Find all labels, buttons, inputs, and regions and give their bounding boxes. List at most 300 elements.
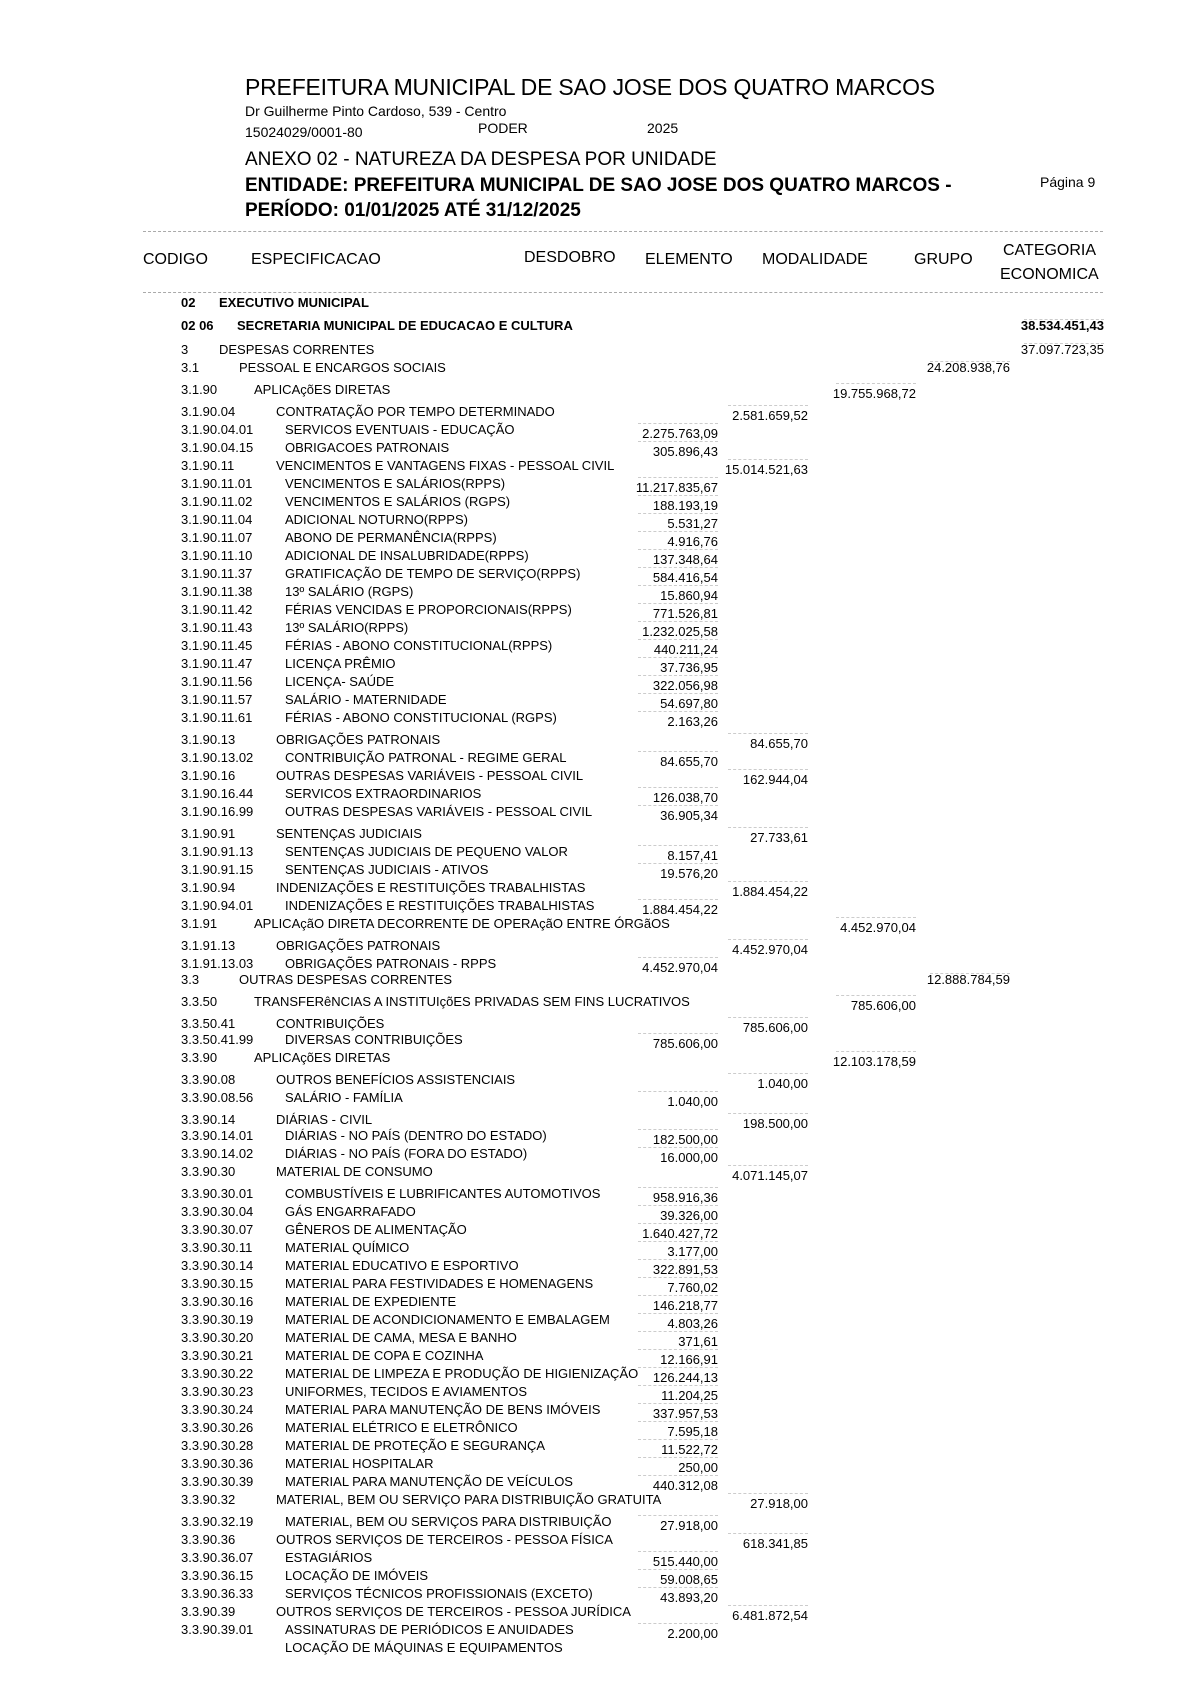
row-code: 3.3.90.39.01 bbox=[181, 1622, 254, 1637]
row-description: COMBUSTÍVEIS E LUBRIFICANTES AUTOMOTIVOS bbox=[285, 1186, 601, 1201]
row-value: 39.326,00 bbox=[660, 1208, 718, 1223]
row-code: 3.3.90 bbox=[181, 1050, 218, 1065]
row-value: 1.232.025,58 bbox=[642, 624, 718, 639]
table-row bbox=[0, 1347, 1190, 1365]
row-code: 3.1.91.13 bbox=[181, 938, 236, 953]
table-row bbox=[0, 583, 1190, 601]
row-value: 371,61 bbox=[678, 1334, 718, 1349]
row-value: 126.038,70 bbox=[652, 790, 718, 805]
row-value: 322.056,98 bbox=[652, 678, 718, 693]
table-row bbox=[0, 861, 1190, 879]
table-row bbox=[0, 565, 1190, 583]
row-value: 162.944,04 bbox=[742, 772, 808, 787]
period-title: PERÍODO: 01/01/2025 ATÉ 31/12/2025 bbox=[245, 200, 581, 221]
row-value: 785.606,00 bbox=[742, 1020, 808, 1035]
value-guide bbox=[638, 1147, 718, 1148]
value-guide bbox=[638, 549, 718, 550]
value-guide bbox=[638, 1277, 718, 1278]
row-value: 36.905,34 bbox=[660, 808, 718, 823]
row-description: APLICAçõES DIRETAS bbox=[254, 382, 391, 397]
row-description: OBRIGAÇÕES PATRONAIS bbox=[276, 938, 441, 953]
row-value: 2.163,26 bbox=[667, 714, 718, 729]
value-guide bbox=[638, 603, 718, 604]
row-description: INDENIZAÇÕES E RESTITUIÇÕES TRABALHISTAS bbox=[285, 898, 595, 913]
row-code: 02 06 bbox=[181, 318, 214, 333]
row-value: 337.957,53 bbox=[652, 1406, 718, 1421]
row-code: 3 bbox=[181, 342, 189, 357]
row-value: 4.452.970,04 bbox=[642, 960, 718, 975]
row-description: MATERIAL DE EXPEDIENTE bbox=[285, 1294, 457, 1309]
value-guide bbox=[638, 1367, 718, 1368]
row-value: 618.341,85 bbox=[742, 1536, 808, 1551]
row-description: VENCIMENTOS E VANTAGENS FIXAS - PESSOAL CIVIL bbox=[276, 458, 615, 473]
row-description: MATERIAL PARA FESTIVIDADES E HOMENAGENS bbox=[285, 1276, 594, 1291]
table-row bbox=[0, 1419, 1190, 1437]
row-code: 3.3.50 bbox=[181, 994, 218, 1009]
row-code: 3.3.50.41.99 bbox=[181, 1032, 254, 1047]
table-row bbox=[0, 937, 1190, 955]
row-code: 3.3.90.30.36 bbox=[181, 1456, 254, 1471]
row-value: 198.500,00 bbox=[742, 1116, 808, 1131]
table-row bbox=[0, 475, 1190, 493]
row-value: 771.526,81 bbox=[652, 606, 718, 621]
table-row bbox=[0, 1049, 1190, 1067]
table-row bbox=[0, 1437, 1190, 1455]
row-description: 13º SALÁRIO (RGPS) bbox=[285, 584, 414, 599]
row-code: 3.3 bbox=[181, 972, 200, 987]
table-row bbox=[0, 421, 1190, 439]
row-description: ABONO DE PERMANÊNCIA(RPPS) bbox=[285, 530, 497, 545]
row-value: 37.736,95 bbox=[660, 660, 718, 675]
row-code: 3.1.90.16.99 bbox=[181, 804, 254, 819]
row-description: MATERIAL DE ACONDICIONAMENTO E EMBALAGEM bbox=[285, 1312, 610, 1327]
value-guide bbox=[638, 1569, 718, 1570]
row-description: SALÁRIO - FAMÍLIA bbox=[285, 1090, 403, 1105]
row-code: 3.1.90.11.01 bbox=[181, 476, 253, 491]
table-row bbox=[0, 1603, 1190, 1621]
row-code: 3.3.90.36.33 bbox=[181, 1586, 254, 1601]
row-code: 3.3.90.30.19 bbox=[181, 1312, 254, 1327]
table-row bbox=[0, 803, 1190, 821]
row-code: 3.1.90.91.13 bbox=[181, 844, 254, 859]
row-value: 27.733,61 bbox=[750, 830, 808, 845]
row-value: 188.193,19 bbox=[652, 498, 718, 513]
row-description: SENTENÇAS JUDICIAIS - ATIVOS bbox=[285, 862, 489, 877]
table-row bbox=[0, 341, 1190, 359]
table-row bbox=[0, 897, 1190, 915]
value-guide bbox=[638, 1439, 718, 1440]
row-value: 785.606,00 bbox=[652, 1036, 718, 1051]
value-guide bbox=[638, 1475, 718, 1476]
row-value: 84.655,70 bbox=[660, 754, 718, 769]
value-guide bbox=[930, 361, 1010, 362]
row-value: 84.655,70 bbox=[750, 736, 808, 751]
table-row bbox=[0, 767, 1190, 785]
row-description: APLICAçãO DIRETA DECORRENTE DE OPERAçãO ENTRE ÓRGãOS bbox=[254, 916, 670, 931]
row-description: DESPESAS CORRENTES bbox=[219, 342, 375, 357]
row-value: 1.884.454,22 bbox=[732, 884, 808, 899]
row-description: LICENÇA PRÊMIO bbox=[285, 656, 396, 671]
row-description: MATERIAL DE LIMPEZA E PRODUÇÃO DE HIGIENIZAÇÃO bbox=[285, 1366, 639, 1381]
row-description: SALÁRIO - MATERNIDADE bbox=[285, 692, 447, 707]
table-row bbox=[0, 731, 1190, 749]
value-guide bbox=[836, 383, 916, 384]
row-value: 5.531,27 bbox=[667, 516, 718, 531]
row-description: CONTRIBUIÇÃO PATRONAL - REGIME GERAL bbox=[285, 750, 567, 765]
table-row bbox=[0, 1567, 1190, 1585]
row-description: OBRIGAÇÕES PATRONAIS - RPPS bbox=[285, 956, 497, 971]
row-code: 3.3.90.30.20 bbox=[181, 1330, 254, 1345]
row-description: MATERIAL PARA MANUTENÇÃO DE VEÍCULOS bbox=[285, 1474, 573, 1489]
value-guide bbox=[638, 1091, 718, 1092]
table-row bbox=[0, 971, 1190, 989]
row-code: 3.1.90.94 bbox=[181, 880, 236, 895]
value-guide bbox=[728, 881, 808, 882]
table-row bbox=[0, 1383, 1190, 1401]
table-row bbox=[0, 1257, 1190, 1275]
table-row bbox=[0, 749, 1190, 767]
row-code: 3.1.90.16 bbox=[181, 768, 236, 783]
row-description: FÉRIAS - ABONO CONSTITUCIONAL (RGPS) bbox=[285, 710, 557, 725]
value-guide bbox=[638, 1241, 718, 1242]
table-row bbox=[0, 1531, 1190, 1549]
row-value: 958.916,36 bbox=[652, 1190, 718, 1205]
row-description: VENCIMENTOS E SALÁRIOS(RPPS) bbox=[285, 476, 506, 491]
value-guide bbox=[638, 957, 718, 958]
table-row bbox=[0, 993, 1190, 1011]
col-elemento: ELEMENTO bbox=[645, 251, 733, 268]
row-value: 27.918,00 bbox=[660, 1518, 718, 1533]
value-guide bbox=[638, 899, 718, 900]
row-code: 3.3.90.30.23 bbox=[181, 1384, 254, 1399]
value-guide bbox=[638, 1187, 718, 1188]
table-row bbox=[0, 1455, 1190, 1473]
value-guide bbox=[1024, 343, 1104, 344]
value-guide bbox=[638, 531, 718, 532]
table-row bbox=[0, 359, 1190, 377]
row-value: 12.888.784,59 bbox=[926, 972, 1010, 987]
table-row bbox=[0, 1621, 1190, 1639]
address: Dr Guilherme Pinto Cardoso, 539 - Centro bbox=[245, 103, 507, 119]
row-code: 3.1.90.11.04 bbox=[181, 512, 253, 527]
row-code: 3.1.90.91.15 bbox=[181, 862, 254, 877]
col-economica: ECONOMICA bbox=[1000, 266, 1099, 283]
table-row bbox=[0, 1031, 1190, 1049]
row-code: 3.1.90.11.38 bbox=[181, 584, 253, 599]
value-guide bbox=[728, 1113, 808, 1114]
value-guide bbox=[638, 1223, 718, 1224]
row-description: MATERIAL ELÉTRICO E ELETRÔNICO bbox=[285, 1420, 518, 1435]
table-row bbox=[0, 1221, 1190, 1239]
row-description: CONTRATAÇÃO POR TEMPO DETERMINADO bbox=[276, 404, 555, 419]
row-code: 3.1.91.13.03 bbox=[181, 956, 254, 971]
row-description: OBRIGAÇÕES PATRONAIS bbox=[276, 732, 441, 747]
row-code: 3.3.90.30.24 bbox=[181, 1402, 254, 1417]
row-code: 3.3.90.36.15 bbox=[181, 1568, 254, 1583]
row-value: 24.208.938,76 bbox=[926, 360, 1010, 375]
value-guide bbox=[638, 495, 718, 496]
row-description: LOCAÇÃO DE MÁQUINAS E EQUIPAMENTOS bbox=[285, 1640, 563, 1655]
value-guide bbox=[728, 1493, 808, 1494]
row-value: 43.893,20 bbox=[660, 1590, 718, 1605]
row-code: 3.1.90.11.56 bbox=[181, 674, 253, 689]
row-code: 3.3.90.30.01 bbox=[181, 1186, 254, 1201]
table-row bbox=[0, 1329, 1190, 1347]
row-code: 3.1.90.11.10 bbox=[181, 548, 253, 563]
row-value: 126.244,13 bbox=[652, 1370, 718, 1385]
row-value: 11.204,25 bbox=[661, 1388, 718, 1403]
row-description: MATERIAL, BEM OU SERVIÇO PARA DISTRIBUIÇÃO GRATUITA bbox=[276, 1492, 662, 1507]
row-code: 3.1.90.11 bbox=[181, 458, 235, 473]
value-guide bbox=[638, 441, 718, 442]
value-guide bbox=[638, 675, 718, 676]
row-description: ESTAGIÁRIOS bbox=[285, 1550, 373, 1565]
row-code: 3.1.90.91 bbox=[181, 826, 236, 841]
value-guide bbox=[728, 827, 808, 828]
col-categoria: CATEGORIA bbox=[1003, 242, 1097, 259]
value-guide bbox=[1024, 319, 1104, 320]
table-row bbox=[0, 294, 1190, 312]
value-guide bbox=[638, 621, 718, 622]
page-number: Página 9 bbox=[1040, 174, 1096, 190]
row-value: 12.103.178,59 bbox=[832, 1054, 916, 1069]
row-description: MATERIAL PARA MANUTENÇÃO DE BENS IMÓVEIS bbox=[285, 1402, 601, 1417]
row-code: 3.1.90.11.02 bbox=[181, 494, 253, 509]
row-value: 4.452.970,04 bbox=[840, 920, 916, 935]
table-row bbox=[0, 1473, 1190, 1491]
row-value: 7.595,18 bbox=[667, 1424, 718, 1439]
row-code: 3.3.90.36 bbox=[181, 1532, 236, 1547]
table-row bbox=[0, 843, 1190, 861]
row-code: 3.1.90.04.01 bbox=[181, 422, 254, 437]
row-code: 3.1.90.11.47 bbox=[181, 656, 253, 671]
row-value: 59.008,65 bbox=[660, 1572, 718, 1587]
row-description: OUTROS SERVIÇOS DE TERCEIROS - PESSOA JURÍDICA bbox=[276, 1604, 631, 1619]
value-guide bbox=[638, 693, 718, 694]
row-description: FÉRIAS VENCIDAS E PROPORCIONAIS(RPPS) bbox=[285, 602, 572, 617]
value-guide bbox=[638, 1129, 718, 1130]
row-value: 4.916,76 bbox=[667, 534, 718, 549]
row-description: OUTROS SERVIÇOS DE TERCEIROS - PESSOA FÍSICA bbox=[276, 1532, 613, 1547]
table-row bbox=[0, 1145, 1190, 1163]
row-value: 2.200,00 bbox=[667, 1626, 718, 1641]
row-value: 515.440,00 bbox=[652, 1554, 718, 1569]
value-guide bbox=[638, 657, 718, 658]
row-value: 38.534.451,43 bbox=[1020, 318, 1104, 333]
row-description: DIÁRIAS - NO PAÍS (FORA DO ESTADO) bbox=[285, 1146, 528, 1161]
municipality-title: PREFEITURA MUNICIPAL DE SAO JOSE DOS QUATRO MARCOS bbox=[245, 74, 935, 100]
value-guide bbox=[638, 477, 718, 478]
row-code: 3.3.90.30.22 bbox=[181, 1366, 254, 1381]
row-value: 785.606,00 bbox=[850, 998, 916, 1013]
row-description: OUTRAS DESPESAS VARIÁVEIS - PESSOAL CIVIL bbox=[285, 804, 593, 819]
row-value: 19.576,20 bbox=[660, 866, 718, 881]
row-description: DIÁRIAS - NO PAÍS (DENTRO DO ESTADO) bbox=[285, 1128, 547, 1143]
table-row bbox=[0, 655, 1190, 673]
row-value: 12.166,91 bbox=[660, 1352, 718, 1367]
col-grupo: GRUPO bbox=[914, 251, 973, 268]
cnpj: 15024029/0001-80 bbox=[245, 124, 363, 140]
row-description: MATERIAL EDUCATIVO E ESPORTIVO bbox=[285, 1258, 519, 1273]
row-code: 3.3.90.14.01 bbox=[181, 1128, 254, 1143]
row-code: 3.1.90.11.07 bbox=[181, 530, 253, 545]
table-row bbox=[0, 1089, 1190, 1107]
table-row bbox=[0, 381, 1190, 399]
row-code: 3.3.90.30.16 bbox=[181, 1294, 254, 1309]
table-row bbox=[0, 691, 1190, 709]
row-description: OUTRAS DESPESAS CORRENTES bbox=[239, 972, 453, 987]
row-code: 3.1.90.11.42 bbox=[181, 602, 253, 617]
row-description: FÉRIAS - ABONO CONSTITUCIONAL(RPPS) bbox=[285, 638, 553, 653]
value-guide bbox=[836, 917, 916, 918]
table-row bbox=[0, 1293, 1190, 1311]
table-row bbox=[0, 709, 1190, 727]
row-code: 3.3.90.32 bbox=[181, 1492, 236, 1507]
row-code: 3.3.90.30.39 bbox=[181, 1474, 254, 1489]
table-row bbox=[0, 547, 1190, 565]
value-guide bbox=[728, 1073, 808, 1074]
row-description: ADICIONAL DE INSALUBRIDADE(RPPS) bbox=[285, 548, 529, 563]
poder-label: PODER bbox=[478, 120, 528, 136]
value-guide bbox=[728, 1533, 808, 1534]
table-row bbox=[0, 1513, 1190, 1531]
row-code: 3.3.90.36.07 bbox=[181, 1550, 254, 1565]
row-code: 3.3.50.41 bbox=[181, 1016, 236, 1031]
row-code: 3.1.90.13.02 bbox=[181, 750, 254, 765]
row-value: 4.803,26 bbox=[667, 1316, 718, 1331]
row-value: 137.348,64 bbox=[652, 552, 718, 567]
value-guide bbox=[728, 1165, 808, 1166]
table-row bbox=[0, 673, 1190, 691]
row-code: 3.1.90.13 bbox=[181, 732, 236, 747]
row-code: 3.1.90.94.01 bbox=[181, 898, 254, 913]
row-code: 3.3.90.39 bbox=[181, 1604, 236, 1619]
row-description: ADICIONAL NOTURNO(RPPS) bbox=[285, 512, 468, 527]
report-title: ANEXO 02 - NATUREZA DA DESPESA POR UNIDADE bbox=[245, 149, 717, 170]
table-row bbox=[0, 457, 1190, 475]
row-value: 27.918,00 bbox=[750, 1496, 808, 1511]
value-guide bbox=[638, 1421, 718, 1422]
value-guide bbox=[638, 751, 718, 752]
row-code: 3.3.90.30.04 bbox=[181, 1204, 254, 1219]
row-code: 3.3.90.30.11 bbox=[181, 1240, 253, 1255]
value-guide bbox=[638, 863, 718, 864]
row-description: OUTRAS DESPESAS VARIÁVEIS - PESSOAL CIVIL bbox=[276, 768, 584, 783]
table-row bbox=[0, 1185, 1190, 1203]
table-row bbox=[0, 1311, 1190, 1329]
value-guide bbox=[638, 1295, 718, 1296]
row-value: 7.760,02 bbox=[667, 1280, 718, 1295]
row-code: 3.3.90.30.28 bbox=[181, 1438, 254, 1453]
row-description: LICENÇA- SAÚDE bbox=[285, 674, 395, 689]
row-description: MATERIAL HOSPITALAR bbox=[285, 1456, 434, 1471]
row-description: DIVERSAS CONTRIBUIÇÕES bbox=[285, 1032, 463, 1047]
row-description: ASSINATURAS DE PERIÓDICOS E ANUIDADES bbox=[285, 1622, 574, 1637]
value-guide bbox=[638, 845, 718, 846]
value-guide bbox=[638, 1623, 718, 1624]
row-code: 3.3.90.30.26 bbox=[181, 1420, 254, 1435]
table-row bbox=[0, 493, 1190, 511]
row-code: 3.1.90 bbox=[181, 382, 218, 397]
table-row bbox=[0, 825, 1190, 843]
row-description: MATERIAL DE COPA E COZINHA bbox=[285, 1348, 484, 1363]
row-description: MATERIAL DE PROTEÇÃO E SEGURANÇA bbox=[285, 1438, 546, 1453]
row-description: GÁS ENGARRAFADO bbox=[285, 1204, 416, 1219]
value-guide bbox=[638, 639, 718, 640]
row-value: 305.896,43 bbox=[652, 444, 718, 459]
table-row bbox=[0, 511, 1190, 529]
table-row bbox=[0, 637, 1190, 655]
value-guide bbox=[728, 733, 808, 734]
table-row bbox=[0, 1203, 1190, 1221]
value-guide bbox=[728, 1017, 808, 1018]
col-desdobro: DESDOBRO bbox=[524, 249, 616, 266]
value-guide bbox=[638, 805, 718, 806]
table-row bbox=[0, 1127, 1190, 1145]
table-row bbox=[0, 1163, 1190, 1181]
table-row bbox=[0, 1239, 1190, 1257]
row-description: MATERIAL QUÍMICO bbox=[285, 1240, 410, 1255]
row-value: 1.884.454,22 bbox=[642, 902, 718, 917]
value-guide bbox=[638, 1457, 718, 1458]
row-value: 3.177,00 bbox=[667, 1244, 718, 1259]
row-value: 1.640.427,72 bbox=[642, 1226, 718, 1241]
table-row bbox=[0, 1071, 1190, 1089]
row-value: 1.040,00 bbox=[757, 1076, 808, 1091]
row-value: 11.522,72 bbox=[661, 1442, 718, 1457]
value-guide bbox=[728, 939, 808, 940]
row-code: 3.3.90.08.56 bbox=[181, 1090, 254, 1105]
table-row bbox=[0, 1491, 1190, 1509]
value-guide bbox=[638, 1313, 718, 1314]
row-description: SERVIÇOS TÉCNICOS PROFISSIONAIS (EXCETO) bbox=[285, 1586, 593, 1601]
row-description: SERVICOS EVENTUAIS - EDUCAÇÃO bbox=[285, 422, 515, 437]
row-value: 322.891,53 bbox=[652, 1262, 718, 1277]
row-description: OBRIGACOES PATRONAIS bbox=[285, 440, 450, 455]
value-guide bbox=[638, 1331, 718, 1332]
table-row bbox=[0, 619, 1190, 637]
row-description: GÊNEROS DE ALIMENTAÇÃO bbox=[285, 1222, 467, 1237]
row-code: 3.1.90.16.44 bbox=[181, 786, 254, 801]
row-description: EXECUTIVO MUNICIPAL bbox=[219, 295, 369, 310]
row-code: 3.1.90.11.43 bbox=[181, 620, 253, 635]
row-value: 440.312,08 bbox=[652, 1478, 718, 1493]
row-code: 3.3.90.32.19 bbox=[181, 1514, 254, 1529]
table-row bbox=[0, 1275, 1190, 1293]
row-value: 146.218,77 bbox=[652, 1298, 718, 1313]
row-code: 3.3.90.30.14 bbox=[181, 1258, 254, 1273]
value-guide bbox=[728, 459, 808, 460]
table-row bbox=[0, 1585, 1190, 1603]
row-code: 3.1.90.11.61 bbox=[181, 710, 253, 725]
row-code: 02 bbox=[181, 295, 196, 310]
row-value: 584.416,54 bbox=[652, 570, 718, 585]
col-codigo: CODIGO bbox=[143, 251, 208, 268]
row-description: SERVICOS EXTRAORDINARIOS bbox=[285, 786, 482, 801]
row-code: 3.1.90.11.45 bbox=[181, 638, 253, 653]
value-guide bbox=[638, 1551, 718, 1552]
row-description: PESSOAL E ENCARGOS SOCIAIS bbox=[239, 360, 446, 375]
value-guide bbox=[638, 1587, 718, 1588]
table-row bbox=[0, 1401, 1190, 1419]
value-guide bbox=[638, 1349, 718, 1350]
value-guide bbox=[638, 1259, 718, 1260]
row-code: 3.1 bbox=[181, 360, 200, 375]
row-description: MATERIAL, BEM OU SERVIÇOS PARA DISTRIBUIÇÃO bbox=[285, 1514, 612, 1529]
year: 2025 bbox=[647, 120, 679, 136]
row-description: MATERIAL DE CAMA, MESA E BANHO bbox=[285, 1330, 517, 1345]
value-guide bbox=[836, 1051, 916, 1052]
